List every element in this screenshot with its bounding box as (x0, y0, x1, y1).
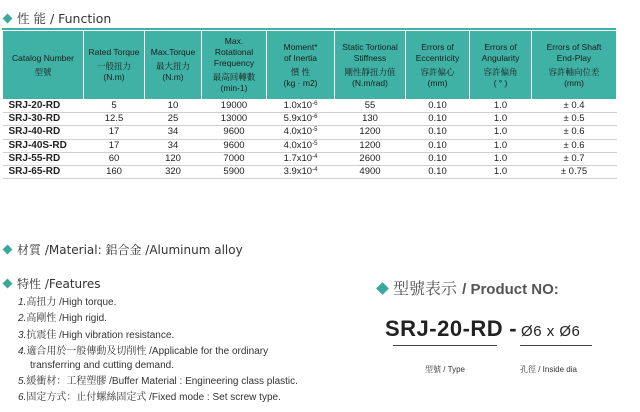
cell-rated: 17 (84, 139, 145, 152)
function-table (2, 30, 617, 179)
table-row (3, 152, 617, 165)
features-section-title: 特性 /Features (4, 275, 100, 292)
inertia-exponent: -6 (312, 114, 318, 121)
column-header (145, 31, 202, 100)
cell-rated: 60 (84, 152, 145, 165)
column-header-zh: 剛性靜扭力值 (N.m/rad) (344, 66, 396, 88)
column-header (335, 31, 406, 100)
diamond-bullet-icon (3, 14, 13, 24)
feature-number: 3. (18, 329, 27, 341)
bore-label: 孔徑 / Inside dia (520, 365, 577, 374)
product-bore-size: Ø6 x Ø6 (521, 323, 581, 340)
feature-item (18, 390, 298, 406)
cell-model: SRJ-30-RD (3, 113, 84, 126)
feature-number: 1. (18, 297, 27, 308)
inertia-base: 1.0x10 (283, 100, 313, 112)
feature-number: 2. (18, 313, 27, 325)
cell-max: 25 (145, 113, 202, 126)
inertia-exponent: -5 (312, 140, 318, 147)
column-header (406, 31, 470, 100)
column-header-en: Errors of Shaft End-Play (546, 41, 602, 63)
diamond-bullet-icon (3, 279, 13, 289)
cell-ecc: 0.10 (406, 165, 470, 178)
product-model-code: SRJ-20-RD (385, 316, 504, 341)
column-header-zh: 慣 性 (kg · m2) (283, 66, 318, 88)
feature-text: 高剛性 /High rigid. (26, 313, 107, 325)
feature-item (18, 295, 298, 311)
cell-rpm: 13000 (202, 113, 267, 126)
features-list (18, 295, 298, 407)
function-section-title: 性 能 / Function (4, 9, 111, 27)
cell-ang: 1.0 (470, 100, 532, 113)
diamond-bullet-icon (3, 245, 13, 255)
cell-ang: 1.0 (470, 152, 532, 165)
cell-stiff: 130 (335, 113, 406, 126)
inertia-base: 1.7x10 (283, 152, 313, 164)
feature-text-continued: transferring and cutting demand. (30, 359, 174, 371)
cell-ecc: 0.10 (406, 126, 470, 139)
cell-ecc: 0.10 (406, 139, 470, 152)
cell-model: SRJ-40-RD (3, 126, 84, 139)
cell-model: SRJ-55-RD (3, 152, 84, 165)
cell-end: ± 0.6 (532, 126, 617, 139)
inertia-base: 3.9x10 (283, 166, 313, 178)
inertia-exponent: -4 (312, 167, 318, 174)
product-model-dash: - (509, 316, 518, 341)
feature-number: 6. (18, 392, 27, 404)
column-header-en: Max.Torque (150, 47, 196, 57)
cell-max: 34 (145, 126, 202, 139)
cell-inertia (267, 100, 335, 113)
cell-inertia (267, 165, 335, 178)
column-header-en: Errors of Eccentricity (415, 41, 460, 63)
cell-ang: 1.0 (470, 113, 532, 126)
cell-model: SRJ-20-RD (3, 100, 84, 113)
column-header-en: Moment* of Inertia (283, 41, 318, 63)
inertia-base: 4.0x10 (283, 139, 313, 151)
feature-text: 抗震佳 /High vibration resistance. (26, 329, 175, 341)
cell-inertia (267, 126, 335, 139)
cell-end: ± 0.7 (532, 152, 617, 165)
cell-rated: 160 (84, 165, 145, 178)
cell-max: 320 (145, 165, 202, 178)
table-row (3, 139, 617, 152)
cell-max: 10 (145, 100, 202, 113)
feature-item (18, 328, 298, 344)
cell-max: 34 (145, 139, 202, 152)
column-header (3, 31, 84, 100)
cell-model: SRJ-40S-RD (3, 139, 84, 152)
cell-stiff: 4900 (335, 165, 406, 178)
type-underline (393, 345, 497, 346)
column-header-zh: 型號 (34, 66, 52, 77)
cell-end: ± 0.75 (532, 165, 617, 178)
column-header (202, 31, 267, 100)
column-header-zh: 容許偏角 ( ° ) (483, 66, 518, 88)
material-section-title: 材質 /Material: 鋁合金 /Aluminum alloy (4, 241, 243, 258)
column-header-en: Max. Rotational Frequency (213, 36, 255, 68)
cell-end: ± 0.5 (532, 113, 617, 126)
product-model-example (385, 316, 580, 342)
table-header-row (3, 31, 617, 100)
column-header (532, 31, 617, 100)
cell-inertia (267, 152, 335, 165)
inertia-exponent: -5 (312, 127, 318, 134)
feature-item (18, 374, 298, 390)
inertia-exponent: -6 (312, 101, 318, 108)
cell-ang: 1.0 (470, 139, 532, 152)
cell-rpm: 7000 (202, 152, 267, 165)
diamond-bullet-icon (376, 282, 389, 295)
cell-model: SRJ-65-RD (3, 165, 84, 178)
feature-text: 緩衝材：工程塑膠 /Buffer Material : Engineering class plastic. (26, 376, 298, 388)
table-row (3, 165, 617, 178)
feature-text: 適合用於一般傳動及切削性 /Applicable for the ordinary (26, 346, 269, 358)
cell-ecc: 0.10 (406, 152, 470, 165)
inertia-base: 4.0x10 (283, 126, 313, 138)
cell-ecc: 0.10 (406, 100, 470, 113)
cell-max: 120 (145, 152, 202, 165)
feature-text: 固定方式：止付螺絲固定式 /Fixed mode : Set screw type. (26, 392, 281, 404)
cell-rpm: 5900 (202, 165, 267, 178)
cell-end: ± 0.6 (532, 139, 617, 152)
cell-rpm: 19000 (202, 100, 267, 113)
inertia-base: 5.9x10 (283, 113, 313, 125)
cell-ecc: 0.10 (406, 113, 470, 126)
feature-item (18, 344, 298, 374)
column-header (84, 31, 145, 100)
cell-rpm: 9600 (202, 139, 267, 152)
column-header-zh: 最高回轉數 (min-1) (212, 72, 256, 93)
cell-rated: 5 (84, 100, 145, 113)
feature-number: 4. (18, 346, 27, 358)
cell-rated: 17 (84, 126, 145, 139)
cell-inertia (267, 139, 335, 152)
table-row (3, 100, 617, 113)
cell-ang: 1.0 (470, 126, 532, 139)
column-header-en: Static Tortional Stiffness (342, 41, 398, 63)
feature-number: 5. (18, 376, 27, 388)
cell-end: ± 0.4 (532, 100, 617, 113)
column-header-zh: 容許偏心 (mm) (420, 66, 455, 88)
cell-stiff: 2600 (335, 152, 406, 165)
type-label: 型號 / Type (425, 365, 466, 374)
cell-ang: 1.0 (470, 165, 532, 178)
column-header-en: Rated Torque (88, 47, 140, 57)
cell-stiff: 1200 (335, 126, 406, 139)
column-header-zh: 最大扭力 (N.m) (155, 61, 190, 82)
table-body (3, 100, 617, 179)
feature-text: 高扭力 /High torque. (26, 297, 117, 308)
cell-rated: 12.5 (84, 113, 145, 126)
bore-underline (520, 345, 592, 346)
product-no-title: 型號表示 / Product NO: (378, 276, 559, 299)
cell-inertia (267, 113, 335, 126)
column-header (267, 31, 335, 100)
column-header-zh: 一般扭力 (N.m) (96, 61, 131, 82)
cell-stiff: 55 (335, 100, 406, 113)
cell-stiff: 1200 (335, 139, 406, 152)
column-header-en: Catalog Number (12, 52, 74, 63)
table-row (3, 126, 617, 139)
column-header-en: Errors of Angularity (481, 41, 520, 63)
cell-rpm: 9600 (202, 126, 267, 139)
column-header-zh: 容許軸向位差 (mm) (548, 66, 600, 88)
feature-item (18, 311, 298, 327)
inertia-exponent: -4 (312, 153, 318, 160)
table-row (3, 113, 617, 126)
column-header (470, 31, 532, 100)
